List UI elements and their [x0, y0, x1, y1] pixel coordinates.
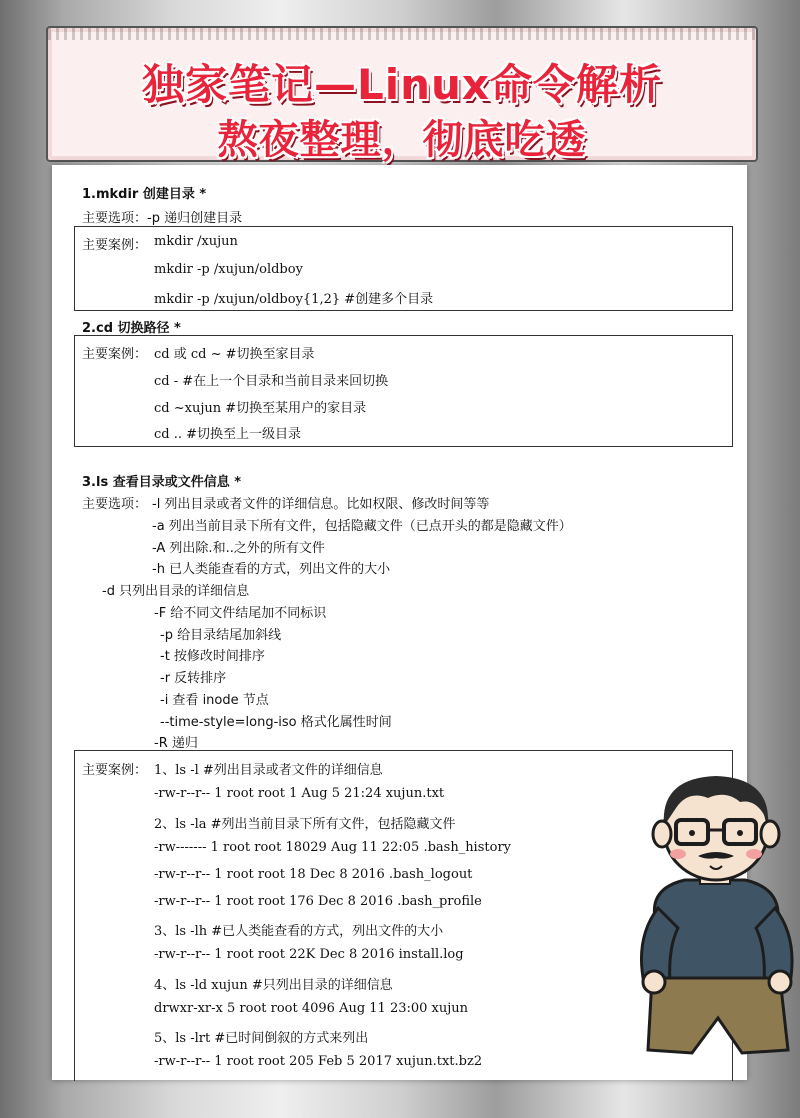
ls-case-5: -rw-r--r-- 1 root root 18 Dec 8 2016 .bash_logout	[154, 867, 473, 882]
banner-binding-decoration	[48, 28, 756, 40]
title-banner	[46, 26, 758, 162]
ls-case-label: 主要案例：	[82, 763, 148, 778]
ls-case-9: 4、ls -ld xujun #只列出目录的详细信息	[154, 978, 393, 993]
mkdir-case-2: mkdir -p /xujun/oldboy	[154, 262, 303, 277]
ls-case-8: -rw-r--r-- 1 root root 22K Dec 8 2016 install.log	[154, 947, 464, 962]
ls-option-A: -A 列出除.和..之外的所有文件	[152, 541, 325, 556]
ls-option-R: -R 递归	[154, 736, 198, 751]
mkdir-case-label: 主要案例：	[82, 238, 148, 253]
cd-case-3: cd ~xujun #切换至某用户的家目录	[154, 401, 367, 416]
mkdir-case-3: mkdir -p /xujun/oldboy{1,2} #创建多个目录	[154, 292, 434, 307]
ls-case-4: -rw------- 1 root root 18029 Aug 11 22:05 .bash_history	[154, 840, 511, 855]
banner-title-line1: 独家笔记—Linux命令解析	[141, 60, 663, 109]
cartoon-character-illustration	[630, 768, 800, 1068]
cd-case-4: cd .. #切换至上一级目录	[154, 427, 302, 442]
section-ls-title: 3.ls 查看目录或文件信息 *	[82, 475, 242, 490]
cd-case-2: cd - #在上一个目录和当前目录来回切换	[154, 374, 389, 389]
ls-option-a: -a 列出当前目录下所有文件，包括隐藏文件（已点开头的都是隐藏文件）	[152, 519, 572, 534]
ls-option-time-style: --time-style=long-iso 格式化属性时间	[160, 715, 392, 730]
cd-case-1: cd 或 cd ~ #切换至家目录	[154, 347, 315, 362]
ls-case-7: 3、ls -lh #已人类能查看的方式，列出文件的大小	[154, 924, 444, 939]
banner-title-line2: 熬夜整理，彻底吃透	[217, 117, 587, 163]
ls-option-d: -d 只列出目录的详细信息	[102, 584, 250, 599]
ls-option-r: -r 反转排序	[160, 671, 227, 686]
section-cd-title: 2.cd 切换路径 *	[82, 321, 181, 336]
ls-option-l: -l 列出目录或者文件的详细信息。比如权限、修改时间等等	[152, 497, 490, 512]
ls-case-3: 2、ls -la #列出当前目录下所有文件，包括隐藏文件	[154, 817, 456, 832]
section-mkdir-options: 主要选项：-p 递归创建目录	[82, 211, 243, 226]
ls-option-label: 主要选项：	[82, 497, 148, 512]
ls-case-2: -rw-r--r-- 1 root root 1 Aug 5 21:24 xujun.txt	[154, 786, 445, 801]
ls-option-h: -h 已人类能查看的方式，列出文件的大小	[152, 562, 391, 577]
mkdir-case-1: mkdir /xujun	[154, 234, 238, 249]
ls-option-p: -p 给目录结尾加斜线	[160, 628, 282, 643]
ls-case-10: drwxr-xr-x 5 root root 4096 Aug 11 23:00 xujun	[154, 1001, 469, 1016]
ls-case-11: 5、ls -lrt #已时间倒叙的方式来列出	[154, 1031, 369, 1046]
ls-option-i: -i 查看 inode 节点	[160, 693, 269, 708]
section-mkdir-title: 1.mkdir 创建目录 *	[82, 187, 207, 202]
ls-case-12: -rw-r--r-- 1 root root 205 Feb 5 2017 xujun.txt.bz2	[154, 1054, 483, 1069]
ls-option-F: -F 给不同文件结尾加不同标识	[154, 606, 327, 621]
ls-case-6: -rw-r--r-- 1 root root 176 Dec 8 2016 .bash_profile	[154, 894, 482, 909]
ls-option-t: -t 按修改时间排序	[160, 649, 265, 664]
cd-case-label: 主要案例：	[82, 347, 148, 362]
ls-case-1: 1、ls -l #列出目录或者文件的详细信息	[154, 763, 383, 778]
